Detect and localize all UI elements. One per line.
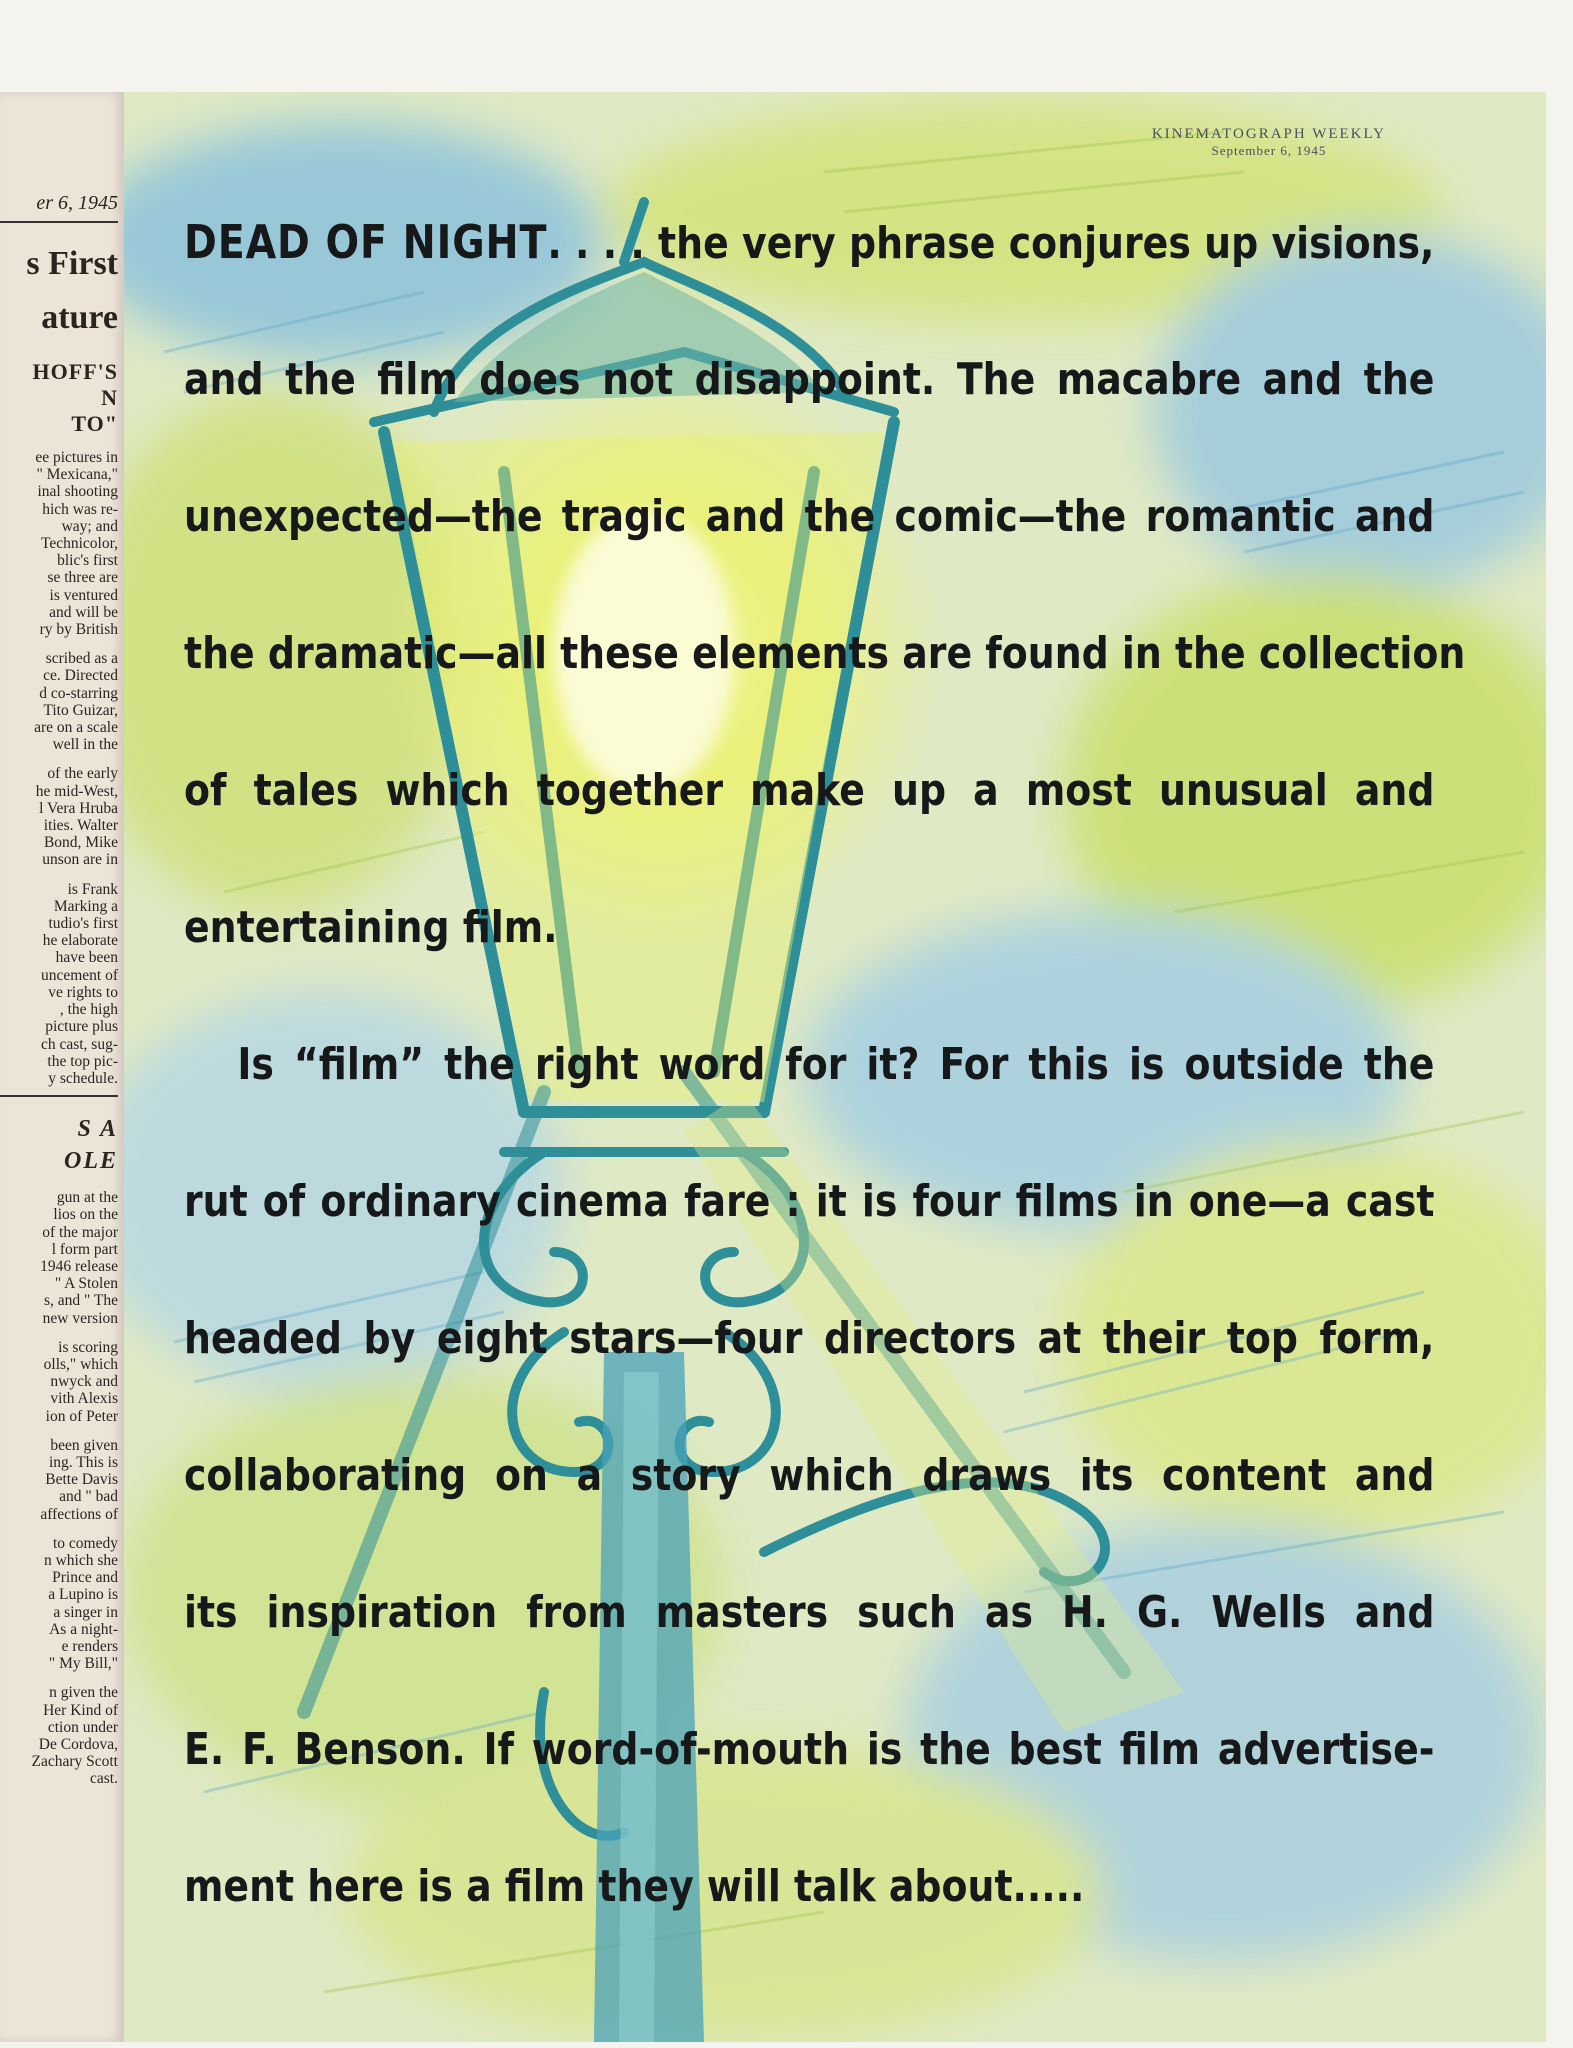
adjacent-heading-1: s First [26, 245, 118, 282]
adjacent-text-line: , the high [59, 1001, 118, 1019]
adjacent-text-line: se three are [47, 569, 118, 587]
adjacent-text-line: ch cast, sug- [40, 1035, 118, 1053]
adjacent-text-line: he elaborate [42, 932, 118, 950]
adjacent-text-line: " A Stolen [54, 1275, 118, 1293]
adjacent-text-line: lios on the [53, 1206, 118, 1224]
adjacent-text-line: affections of [40, 1505, 118, 1523]
adjacent-text-line: been given [50, 1436, 118, 1454]
adjacent-text-line: ry by British [39, 621, 118, 639]
copy-line-11: its inspiration from masters such as H. G. Wells and [184, 1587, 1435, 1638]
adjacent-text-line: " My Bill," [48, 1655, 118, 1673]
adjacent-text-line: ing. This is [48, 1453, 118, 1471]
adjacent-text-line: ve rights to [48, 983, 118, 1001]
adjacent-text-line: are on a scale [34, 719, 118, 737]
adjacent-text-line: De Cordova, [38, 1736, 118, 1753]
adjacent-text-line: olls," which [43, 1355, 118, 1373]
adjacent-text-line: ction under [47, 1718, 118, 1736]
adjacent-subheading-3: TO" [71, 411, 118, 436]
adjacent-paragraph-3 [0, 765, 118, 868]
adjacent-text-line: of the early [47, 765, 118, 783]
adjacent-paragraph-7 [0, 1437, 118, 1523]
copy-line-12: E. F. Benson. If word-of-mouth is the best film advertise- [184, 1724, 1435, 1775]
adjacent-text-line: the top pic- [47, 1052, 118, 1070]
adjacent-subheading-4: S A [77, 1116, 118, 1143]
adjacent-text-line: d co-starring [39, 684, 118, 702]
advertisement-page [124, 92, 1546, 2042]
adjacent-text-line: n given the [49, 1684, 118, 1702]
adjacent-subheading-5: OLE [64, 1148, 118, 1175]
adjacent-text-line: have been [55, 949, 118, 967]
adjacent-text-line: is Frank [67, 880, 118, 898]
adjacent-text-line: inal shooting [37, 483, 118, 501]
adjacent-text-line: ce. Directed [43, 667, 118, 685]
adjacent-text-line: way; and [61, 517, 118, 535]
adjacent-text-line: n which she [43, 1551, 118, 1569]
advertisement-copy [184, 174, 1466, 1955]
adjacent-text-line: uncement of [40, 966, 118, 984]
adjacent-page-column [0, 92, 124, 2042]
adjacent-text-line: scribed as a [45, 650, 118, 668]
adjacent-subheading-2: N [101, 385, 118, 410]
adjacent-text-line: unson are in [42, 851, 118, 869]
adjacent-text-line: As a night- [49, 1620, 118, 1638]
copy-line-9: headed by eight stars—four directors at their top form, [184, 1313, 1435, 1364]
adjacent-heading-2: ature [41, 299, 118, 336]
adjacent-text-line: Zachary Scott [31, 1753, 118, 1771]
copy-line-8: rut of ordinary cinema fare : it is four films in one—a cast [184, 1176, 1435, 1227]
adjacent-paragraph-4 [0, 881, 118, 1087]
masthead-title: KINEMATOGRAPH WEEKLY [1151, 126, 1386, 142]
adjacent-paragraph-1 [0, 449, 118, 638]
adjacent-text-line: Technicolor, [40, 535, 118, 553]
adjacent-text-line: nwyck and [50, 1373, 118, 1391]
adjacent-text-line: s, and " The [43, 1292, 118, 1310]
adjacent-text-line: y schedule. [48, 1069, 118, 1087]
adjacent-text-line: l Vera Hruba [39, 799, 118, 817]
adjacent-text-line: 1946 release [40, 1257, 118, 1275]
adjacent-paragraph-2 [0, 650, 118, 753]
adjacent-paragraph-5 [0, 1189, 118, 1327]
copy-line-5: of tales which together make up a most unusual and [184, 765, 1435, 816]
copy-line-3: unexpected—the tragic and the comic—the romantic and [184, 491, 1435, 542]
adjacent-text-line: cast. [90, 1770, 118, 1788]
adjacent-text-line: of the major [42, 1223, 118, 1241]
adjacent-text-line: new version [42, 1309, 118, 1327]
adjacent-text-line: and will be [49, 603, 118, 621]
adjacent-text-line: is scoring [58, 1338, 118, 1356]
film-title: DEAD OF NIGHT [184, 215, 548, 269]
adjacent-text-line: ee pictures in [35, 449, 118, 466]
adjacent-text-line: Marking a [53, 897, 118, 915]
adjacent-text-line: hich was re- [42, 500, 118, 518]
adjacent-text-line: he mid-West, [35, 782, 118, 800]
adjacent-text-line: a Lupino is [48, 1586, 118, 1604]
adjacent-text-line: " Mexicana," [36, 466, 118, 484]
copy-line-7: Is “film” the right word for it? For this is outside the [237, 1039, 1435, 1090]
adjacent-text-line: Tito Guizar, [43, 701, 118, 719]
adjacent-page-date: er 6, 1945 [0, 192, 118, 223]
adjacent-text-line: l form part [51, 1240, 118, 1258]
adjacent-divider [0, 1095, 118, 1097]
adjacent-text-line: Bette Davis [45, 1471, 118, 1489]
adjacent-text-line: picture plus [45, 1018, 118, 1036]
copy-line-1 [184, 174, 1434, 311]
adjacent-text-line: tudio's first [48, 915, 118, 933]
adjacent-text-line: ion of Peter [45, 1407, 118, 1425]
adjacent-text-line: Bond, Mike [43, 834, 118, 852]
adjacent-text-line: vith Alexis [50, 1390, 118, 1408]
copy-line-10: collaborating on a story which draws its content and [184, 1450, 1435, 1501]
copy-line-1-text: . . . . the very phrase conjures up visions, [547, 218, 1435, 269]
adjacent-paragraph-8 [0, 1535, 118, 1673]
adjacent-subheading-1: HOFF'S [32, 359, 118, 384]
copy-line-6: entertaining film. [184, 902, 558, 953]
adjacent-paragraph-6 [0, 1339, 118, 1425]
adjacent-paragraph-9 [0, 1684, 118, 1787]
adjacent-text-line: well in the [52, 736, 118, 754]
adjacent-page-text [0, 92, 118, 1788]
copy-line-4: the dramatic—all these elements are found in the collection [184, 628, 1466, 679]
adjacent-text-line: to comedy [53, 1534, 118, 1552]
masthead [1152, 126, 1386, 159]
adjacent-text-line: gun at the [56, 1189, 118, 1207]
adjacent-text-line: and " bad [59, 1488, 118, 1506]
adjacent-text-line: is ventured [49, 586, 118, 604]
copy-line-2: and the film does not disappoint. The macabre and the [184, 354, 1435, 405]
adjacent-text-line: ities. Walter [43, 817, 118, 835]
adjacent-text-line: e renders [61, 1637, 118, 1655]
adjacent-text-line: a singer in [53, 1603, 118, 1621]
adjacent-text-line: Prince and [52, 1569, 118, 1587]
adjacent-text-line: blic's first [57, 552, 118, 570]
masthead-date: September 6, 1945 [1211, 143, 1327, 158]
copy-line-13: ment here is a film they will talk about..... [184, 1861, 1085, 1912]
adjacent-text-line: Her Kind of [43, 1701, 118, 1719]
